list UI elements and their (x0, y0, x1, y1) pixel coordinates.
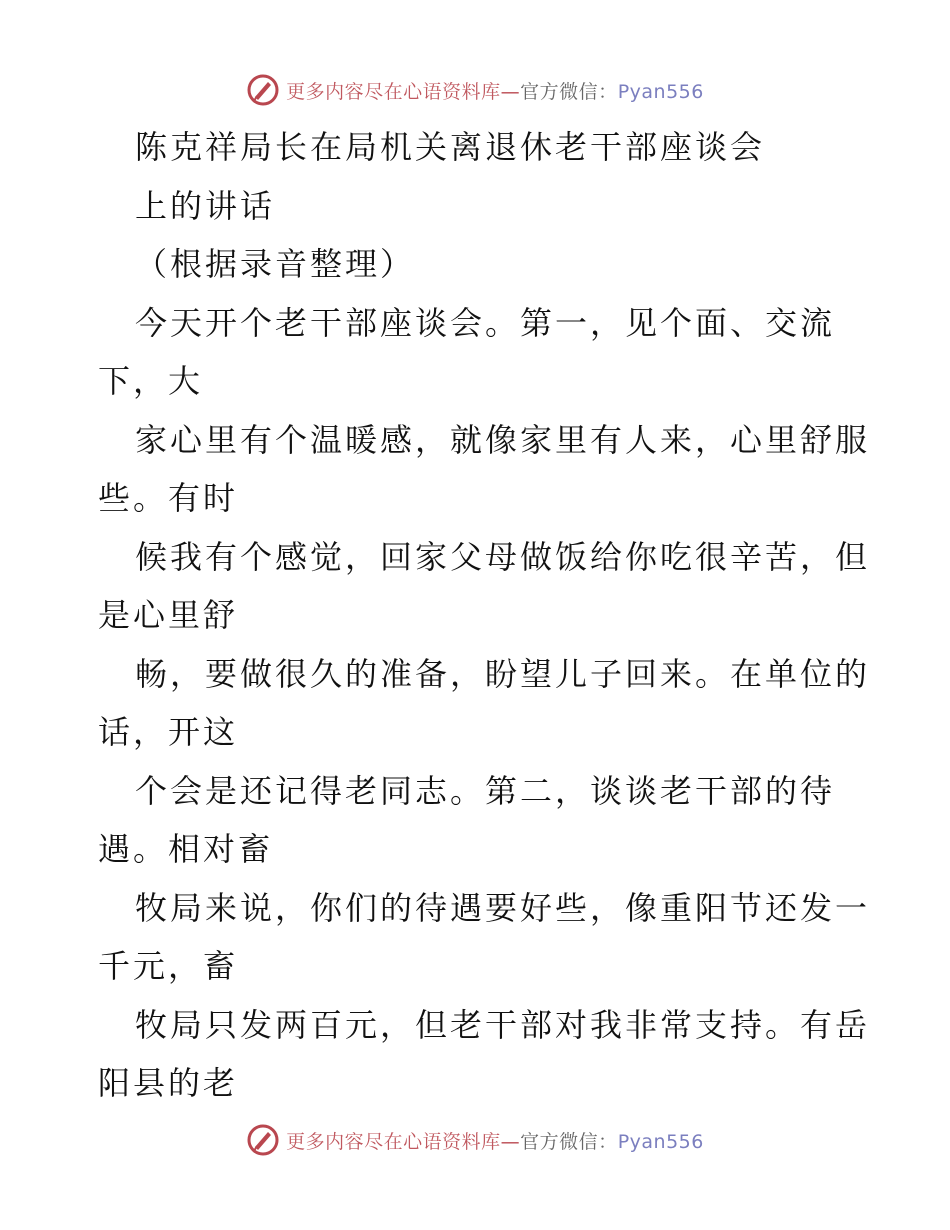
text-line: 候我有个感觉，回家父母做饭给你吃很辛苦，但 (135, 537, 871, 576)
footer-watermark (0, 1120, 950, 1160)
text-line: 个会是还记得老同志。第二，谈谈老干部的待 (135, 771, 836, 810)
watermark-text (286, 1127, 704, 1154)
watermark-site: 更多内容尽在心语资料库 (286, 80, 501, 103)
text-line: 畅，要做很久的准备，盼望儿子回来。在单位的 (135, 654, 871, 693)
text-line: 遇。相对畜 (98, 830, 274, 868)
watermark-wechat-id: Pyan556 (617, 1130, 704, 1153)
text-line: 是心里舒 (98, 596, 239, 634)
text-line: 牧局来说，你们的待遇要好些，像重阳节还发一 (135, 888, 871, 927)
header-watermark (0, 70, 950, 110)
watermark-wechat-label: 官方微信： (520, 80, 618, 103)
document-body (98, 118, 878, 1113)
text-line: 话，开这 (98, 713, 239, 751)
text-line: 家心里有个温暖感，就像家里有人来，心里舒服 (135, 420, 871, 459)
text-line: 牧局只发两百元，但老干部对我非常支持。有岳 (135, 1005, 871, 1044)
watermark-dash: — (500, 80, 521, 103)
text-line: 陈克祥局长在局机关离退休老干部座谈会 (135, 128, 766, 166)
text-line: 些。有时 (98, 479, 239, 517)
watermark-text (286, 77, 704, 104)
watermark-site: 更多内容尽在心语资料库 (286, 1130, 501, 1153)
text-line: （根据录音整理） (135, 245, 416, 283)
text-line: 上的讲话 (135, 186, 276, 225)
text-line: 下，大 (98, 362, 204, 400)
text-line: 千元，畜 (98, 947, 239, 985)
watermark-wechat-label: 官方微信： (520, 1130, 618, 1153)
quill-logo-icon (246, 73, 280, 107)
quill-logo-icon (246, 1123, 280, 1157)
text-line: 今天开个老干部座谈会。第一，见个面、交流 (135, 303, 836, 342)
watermark-dash: — (500, 1130, 521, 1153)
text-line: 阳县的老 (98, 1064, 239, 1102)
watermark-wechat-id: Pyan556 (617, 80, 704, 103)
